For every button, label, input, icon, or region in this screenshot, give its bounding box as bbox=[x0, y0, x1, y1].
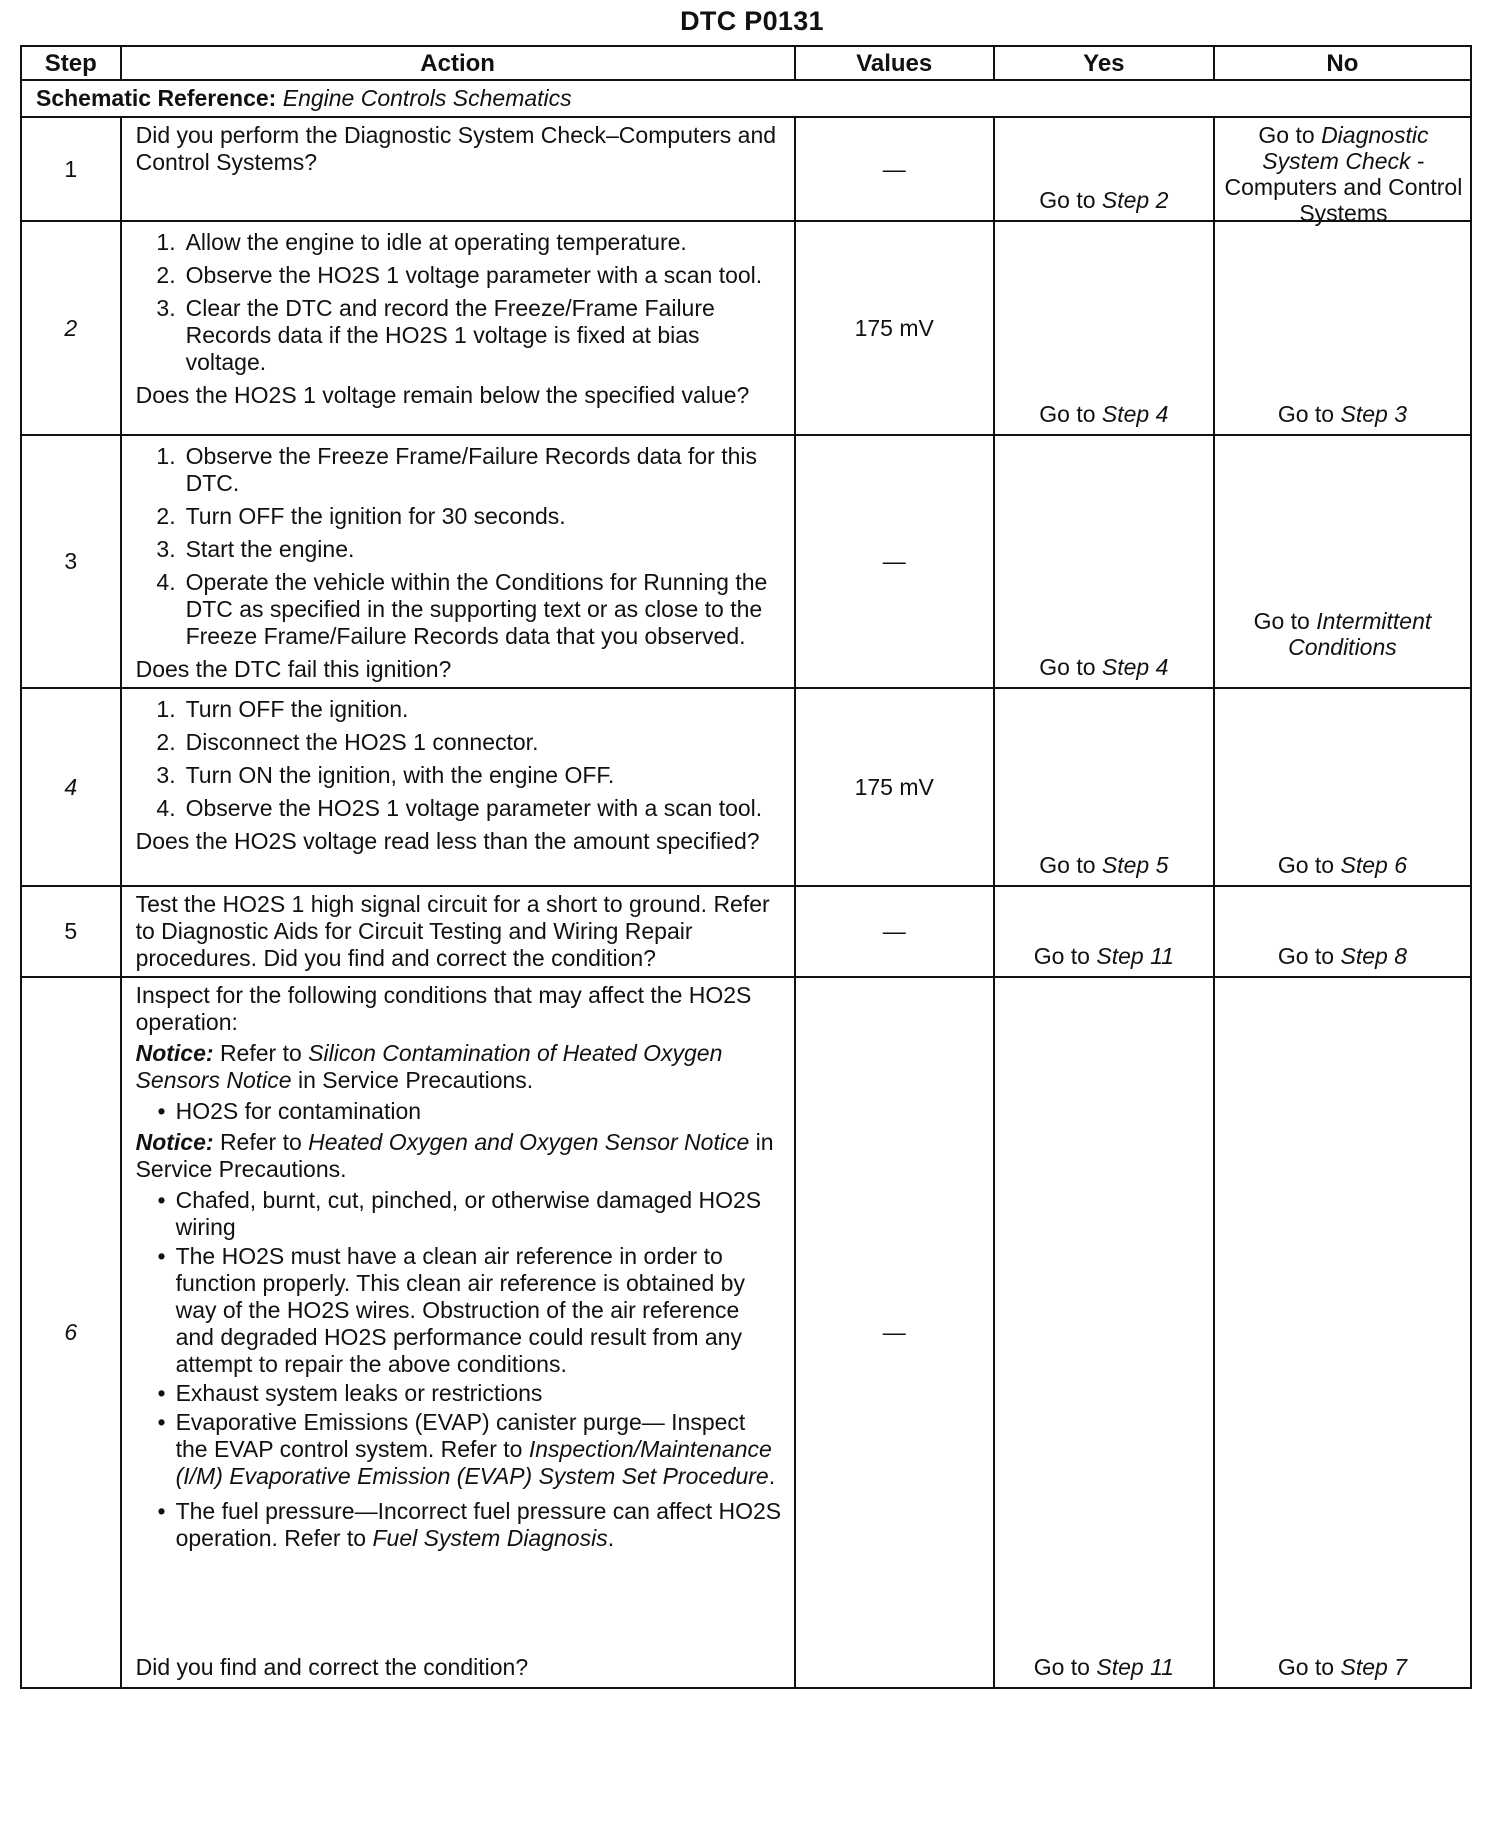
bullet-item: • HO2S for contamination bbox=[157, 1098, 422, 1124]
value-cell: — bbox=[795, 435, 994, 688]
goto-prefix: Go to bbox=[1277, 401, 1335, 427]
goto-prefix: Go to bbox=[1258, 122, 1315, 148]
value-cell: — bbox=[795, 117, 994, 221]
action-text: Did you perform the Diagnostic System Check–Computers and Control Systems? bbox=[135, 122, 777, 175]
notice-text: Refer to bbox=[219, 1040, 302, 1066]
schematic-reference-link[interactable]: Engine Controls Schematics bbox=[282, 85, 572, 111]
fuel-diagnosis-link[interactable]: Fuel System Diagnosis bbox=[372, 1525, 608, 1551]
action-item: 2. Observe the HO2S 1 voltage parameter with a scan tool. bbox=[156, 262, 763, 288]
step-number: 4 bbox=[21, 688, 121, 886]
bullet-item: • Exhaust system leaks or restrictions bbox=[157, 1380, 543, 1406]
notice-text: in Service Precautions. bbox=[297, 1067, 534, 1093]
dtc-table bbox=[20, 45, 1472, 1689]
bullet-item: • The fuel pressure—Incorrect fuel pressure can affect HO2S operation. Refer to Fuel System Diagnosis. bbox=[157, 1498, 782, 1551]
no-goto-link[interactable] bbox=[1215, 401, 1470, 428]
goto-prefix: Go to bbox=[1277, 943, 1335, 969]
action-cell bbox=[121, 435, 795, 688]
bullet-item: • Chafed, burnt, cut, pinched, or otherwise damaged HO2S wiring bbox=[157, 1187, 762, 1240]
action-intro: Inspect for the following conditions that may affect the HO2S operation: bbox=[135, 982, 752, 1035]
page-title: DTC P0131 bbox=[680, 6, 824, 36]
step-number: 3 bbox=[21, 435, 121, 688]
action-item: 4. Operate the vehicle within the Conditions for Running the DTC as specified in the supporting text or as close to the Freeze Frame/Failure Records data that you observed. bbox=[156, 569, 768, 649]
no-goto-link[interactable] bbox=[1221, 608, 1464, 660]
table-row bbox=[21, 688, 1471, 886]
step-number: 5 bbox=[21, 886, 121, 977]
table-row bbox=[21, 977, 1471, 1688]
goto-ref: Step 5 bbox=[1101, 852, 1169, 878]
yes-goto-link[interactable] bbox=[995, 401, 1213, 428]
goto-ref-rest: - Computers and Control Systems bbox=[1224, 148, 1463, 226]
yes-goto-link[interactable] bbox=[995, 187, 1213, 214]
action-item: 3. Start the engine. bbox=[156, 536, 355, 562]
notice-ref-link[interactable]: Silicon Contamination of Heated Oxygen Sensors Notice bbox=[135, 1040, 723, 1093]
value-cell: — bbox=[795, 886, 994, 977]
goto-prefix: Go to bbox=[1039, 654, 1096, 680]
bullet-item: • Evaporative Emissions (EVAP) canister purge— Inspect the EVAP control system. Refer to Inspection/Maintenance (I/M) Evaporative Emission (EVAP) System Set Procedure. bbox=[157, 1409, 776, 1489]
action-cell bbox=[121, 117, 795, 221]
action-list bbox=[136, 229, 784, 376]
header-action: Action bbox=[121, 46, 795, 80]
no-goto-link[interactable] bbox=[1223, 122, 1464, 226]
action-question: Does the HO2S 1 voltage remain below the specified value? bbox=[135, 382, 750, 408]
goto-prefix: Go to bbox=[1277, 1654, 1335, 1680]
goto-ref: Step 2 bbox=[1101, 187, 1169, 213]
notice-text: Refer to bbox=[219, 1129, 302, 1155]
yes-cell bbox=[994, 435, 1214, 688]
action-list bbox=[136, 443, 784, 650]
table-row bbox=[21, 435, 1471, 688]
action-text: Test the HO2S 1 high signal circuit for a short to ground. Refer to Diagnostic Aids for Circuit Testing and Wiring Repair procedures. Did you find and correct the condition? bbox=[135, 891, 770, 971]
action-item: 4. Observe the HO2S 1 voltage parameter with a scan tool. bbox=[156, 795, 763, 821]
no-goto-link[interactable] bbox=[1215, 852, 1470, 879]
action-item: 3. Turn ON the ignition, with the engine OFF. bbox=[156, 762, 615, 788]
action-list bbox=[136, 696, 784, 822]
yes-cell bbox=[994, 221, 1214, 435]
action-item: 1. Observe the Freeze Frame/Failure Records data for this DTC. bbox=[156, 443, 757, 496]
yes-cell bbox=[994, 977, 1214, 1688]
action-question: Does the HO2S voltage read less than the amount specified? bbox=[135, 828, 760, 854]
bullet-text: . bbox=[768, 1463, 776, 1489]
goto-ref: Step 11 bbox=[1096, 943, 1174, 969]
notice bbox=[136, 1129, 784, 1183]
yes-goto-link[interactable] bbox=[995, 654, 1213, 681]
notice-text: in Service Precautions. bbox=[135, 1129, 774, 1182]
notice-label: Notice: bbox=[135, 1129, 214, 1155]
schematic-cell bbox=[21, 80, 1471, 117]
goto-prefix: Go to bbox=[1253, 608, 1310, 634]
bullet-text: Evaporative Emissions (EVAP) canister purge— Inspect the EVAP control system. Refer to bbox=[175, 1409, 746, 1462]
step-number: 6 bbox=[21, 977, 121, 1688]
yes-goto-link[interactable] bbox=[995, 1654, 1213, 1681]
no-cell bbox=[1214, 977, 1471, 1688]
header-step: Step bbox=[21, 46, 121, 80]
action-item: 1. Turn OFF the ignition. bbox=[156, 696, 409, 722]
action-question: Does the DTC fail this ignition? bbox=[135, 656, 452, 682]
notice-label: Notice: bbox=[135, 1040, 214, 1066]
action-question: Did you find and correct the condition? bbox=[135, 1654, 529, 1680]
bullet-item: • The HO2S must have a clean air reference in order to function properly. This clean air reference is obtained by way of the HO2S wires. Obstruction of the air reference and degraded HO2S performance could result from any attempt to repair the above conditions. bbox=[157, 1243, 745, 1377]
action-cell bbox=[121, 688, 795, 886]
action-item: 1. Allow the engine to idle at operating temperature. bbox=[156, 229, 687, 255]
no-goto-link[interactable] bbox=[1215, 943, 1470, 970]
bullet-list bbox=[136, 1098, 784, 1125]
table-row bbox=[21, 886, 1471, 977]
goto-ref: Step 3 bbox=[1340, 401, 1407, 427]
value-cell: 175 mV bbox=[795, 221, 994, 435]
bullet-text: The fuel pressure—Incorrect fuel pressure can affect HO2S operation. Refer to bbox=[175, 1498, 782, 1551]
goto-prefix: Go to bbox=[1277, 852, 1335, 878]
header-row bbox=[21, 46, 1471, 80]
schematic-row bbox=[21, 80, 1471, 117]
yes-goto-link[interactable] bbox=[995, 943, 1213, 970]
schematic-label: Schematic Reference: bbox=[36, 85, 277, 111]
table-row bbox=[21, 221, 1471, 435]
goto-ref: Step 7 bbox=[1340, 1654, 1407, 1680]
goto-prefix: Go to bbox=[1033, 943, 1090, 969]
table-row bbox=[21, 117, 1471, 221]
goto-ref: Step 4 bbox=[1101, 654, 1169, 680]
action-item: 2. Turn OFF the ignition for 30 seconds. bbox=[156, 503, 566, 529]
step-number: 1 bbox=[21, 117, 121, 221]
bullet-list bbox=[136, 1187, 784, 1552]
step-number: 2 bbox=[21, 221, 121, 435]
goto-ref: Diagnostic System Check bbox=[1262, 122, 1429, 174]
value-cell: — bbox=[795, 977, 994, 1688]
yes-goto-link[interactable] bbox=[995, 852, 1213, 879]
goto-prefix: Go to bbox=[1039, 401, 1096, 427]
goto-prefix: Go to bbox=[1039, 852, 1096, 878]
action-item: 2. Disconnect the HO2S 1 connector. bbox=[156, 729, 539, 755]
yes-cell bbox=[994, 117, 1214, 221]
evap-procedure-link[interactable]: Inspection/Maintenance (I/M) Evaporative Emission (EVAP) System Set Procedure bbox=[175, 1436, 772, 1489]
header-no: No bbox=[1214, 46, 1471, 80]
header-values: Values bbox=[795, 46, 994, 80]
action-item: 3. Clear the DTC and record the Freeze/Frame Failure Records data if the HO2S 1 voltage is fixed at bias voltage. bbox=[156, 295, 715, 375]
yes-cell bbox=[994, 688, 1214, 886]
goto-ref: Intermittent Conditions bbox=[1288, 608, 1432, 660]
no-cell bbox=[1214, 886, 1471, 977]
action-cell bbox=[121, 886, 795, 977]
goto-ref: Step 4 bbox=[1101, 401, 1169, 427]
no-cell bbox=[1214, 117, 1471, 226]
yes-cell bbox=[994, 886, 1214, 977]
no-cell bbox=[1214, 688, 1471, 886]
bullet-text: . bbox=[607, 1525, 615, 1551]
goto-prefix: Go to bbox=[1039, 187, 1096, 213]
goto-ref: Step 8 bbox=[1340, 943, 1407, 969]
goto-ref: Step 6 bbox=[1340, 852, 1407, 878]
no-cell bbox=[1214, 435, 1471, 688]
action-cell bbox=[121, 977, 795, 1688]
notice-ref-link[interactable]: Heated Oxygen and Oxygen Sensor Notice bbox=[308, 1129, 750, 1155]
header-yes: Yes bbox=[994, 46, 1214, 80]
value-cell: 175 mV bbox=[795, 688, 994, 886]
notice bbox=[136, 1040, 784, 1094]
action-cell bbox=[121, 221, 795, 435]
no-cell bbox=[1214, 221, 1471, 435]
goto-ref: Step 11 bbox=[1096, 1654, 1174, 1680]
goto-prefix: Go to bbox=[1033, 1654, 1090, 1680]
no-goto-link[interactable] bbox=[1215, 1654, 1470, 1681]
